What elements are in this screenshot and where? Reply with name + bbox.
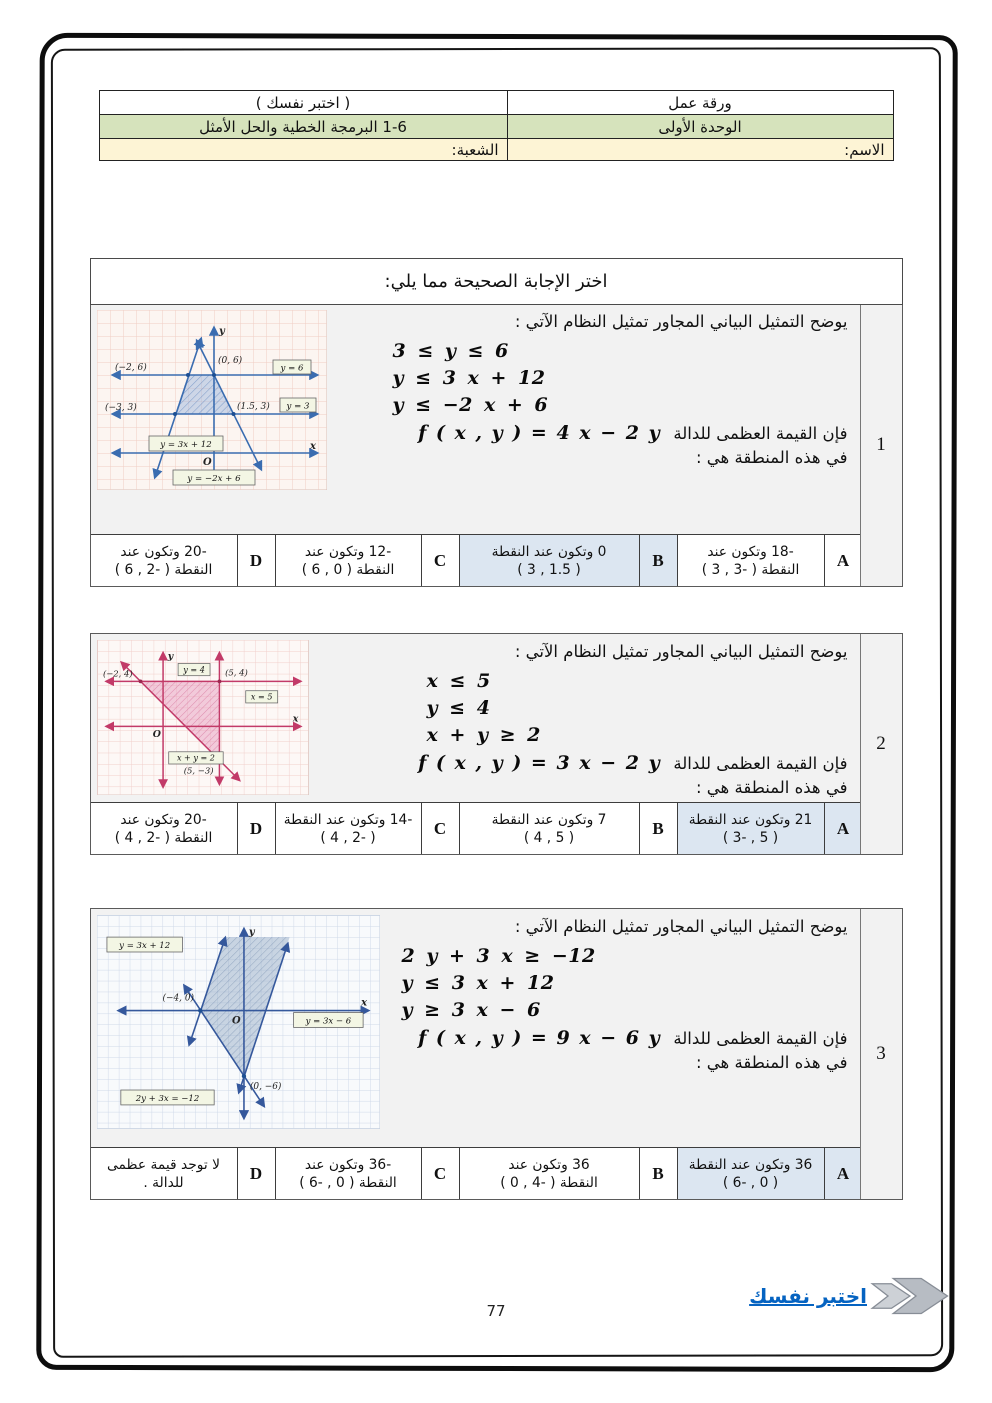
question-1-option-d: -20 وتكون عند النقطة ( -2 , 6 ) (91, 535, 237, 586)
svg-text:x + y = 2: x + y = 2 (176, 754, 215, 764)
svg-text:(−2, 6): (−2, 6) (114, 363, 147, 374)
question-3-option-b-letter: B (639, 1148, 677, 1199)
page-number: 77 (486, 1302, 506, 1321)
question-1-option-a-letter: A (824, 535, 862, 586)
svg-text:x: x (309, 441, 316, 453)
question-3-option-b: 36 وتكون عند النقطة ( -4 , 0 ) (459, 1148, 639, 1199)
svg-text:y = 3x + 12: y = 3x + 12 (118, 941, 170, 952)
svg-text:y = −2x + 6: y = −2x + 6 (186, 474, 241, 485)
svg-text:(−4, 0): (−4, 0) (162, 994, 194, 1005)
svg-text:(5, 4): (5, 4) (224, 668, 248, 679)
footer-arrow-icon (867, 1272, 951, 1320)
svg-text:(5, −3): (5, −3) (183, 765, 214, 776)
question-3-graph-wrap (97, 915, 380, 1133)
function-prefix: فإن القيمة العظمى للدالة (673, 424, 848, 444)
svg-text:(1.5, 3): (1.5, 3) (236, 402, 270, 413)
function-suffix: في هذه المنطقة هي : (696, 778, 848, 798)
function-suffix: في هذه المنطقة هي : (696, 1053, 848, 1073)
svg-text:y = 4: y = 4 (182, 665, 205, 675)
function-line (341, 422, 848, 444)
question-2 (90, 633, 903, 855)
svg-text:y: y (248, 927, 255, 939)
question-1-option-c: -12 وتكون عند النقطة ( 0 , 6 ) (275, 535, 421, 586)
test-yourself-link[interactable]: اختبر نفسك (749, 1284, 867, 1309)
question-3-option-a-letter: A (824, 1148, 862, 1199)
question-2-text (317, 634, 860, 797)
function-formula: f ( x , y ) = 3 x − 2 y (418, 752, 661, 775)
question-2-option-c: -14 وتكون عند النقطة ( -2 , 4 ) (275, 803, 421, 854)
question-intro: يوضح التمثيل البياني المجاور تمثيل النظام الآتي : (514, 312, 848, 332)
question-2-answers (91, 802, 860, 854)
svg-text:O: O (231, 1015, 241, 1027)
question-3 (90, 908, 903, 1200)
unit-cell: الوحدة الأولى (507, 115, 893, 139)
svg-text:y = 3x + 12: y = 3x + 12 (159, 440, 212, 451)
question-3-option-d-letter: D (237, 1148, 275, 1199)
svg-text:y = 3: y = 3 (286, 401, 309, 412)
function-prefix: فإن القيمة العظمى للدالة (673, 754, 848, 774)
test-yourself-link-group (743, 1272, 951, 1320)
question-3-option-d: لا توجد قيمة عظمى للدالة . (91, 1148, 237, 1199)
question-2-option-c-letter: C (421, 803, 459, 854)
footer (55, 1272, 937, 1364)
header-table (99, 90, 894, 161)
question-3-option-c: -36 وتكون عند النقطة ( 0 , -6 ) (275, 1148, 421, 1199)
question-2-number: 2 (860, 634, 902, 854)
svg-text:(−2, 4): (−2, 4) (102, 669, 133, 680)
question-3-number: 3 (860, 909, 902, 1199)
svg-text:(0, 6): (0, 6) (217, 356, 242, 367)
question-3-option-a: 36 وتكون عند النقطة ( 0 , -6 ) (677, 1148, 824, 1199)
question-1-option-d-letter: D (237, 535, 275, 586)
question-1 (90, 303, 903, 587)
system-of-inequalities: 3 ≤ y ≤ 6 y ≤ 3 x + 12 y ≤ −2 x + 6 (392, 340, 549, 417)
question-2-graph (97, 640, 309, 795)
function-line (394, 1027, 848, 1049)
svg-text:O: O (152, 729, 161, 741)
question-1-text (335, 304, 860, 467)
svg-text:x: x (360, 998, 367, 1010)
svg-text:x = 5: x = 5 (250, 693, 272, 703)
svg-text:y = 6: y = 6 (280, 363, 303, 374)
svg-text:y: y (218, 326, 225, 338)
worksheet-title-cell: ورقة عمل (507, 91, 893, 115)
question-2-content (91, 634, 860, 802)
question-2-option-d-letter: D (237, 803, 275, 854)
section-label-cell: الشعبة: (99, 139, 507, 161)
question-1-number: 1 (860, 304, 902, 586)
question-2-option-a: 21 وتكون عند النقطة ( 5 , -3 ) (677, 803, 824, 854)
function-formula: f ( x , y ) = 4 x − 2 y (418, 422, 661, 445)
question-2-option-b-letter: B (639, 803, 677, 854)
lesson-cell: 1-6 البرمجة الخطية والحل الأمثل (99, 115, 507, 139)
function-prefix: فإن القيمة العظمى للدالة (673, 1029, 848, 1049)
svg-text:O: O (202, 457, 212, 469)
question-3-main (91, 909, 860, 1199)
question-1-option-a: -18 وتكون عند النقطة ( -3 , 3 ) (677, 535, 824, 586)
test-yourself-cell: ( اختبر نفسك ) (99, 91, 507, 115)
system-of-inequalities: 2 y + 3 x ≥ −12 y ≤ 3 x + 12 y ≥ 3 x − 6 (401, 945, 596, 1022)
name-label-cell: الاسم: (507, 139, 893, 161)
question-3-content (91, 909, 860, 1147)
question-2-main (91, 634, 860, 854)
instruction-text: اختر الإجابة الصحيحة مما يلي: (384, 271, 608, 292)
question-2-option-d: -20 وتكون عند النقطة ( -2 , 4 ) (91, 803, 237, 854)
svg-text:2y + 3x = −12: 2y + 3x = −12 (135, 1094, 199, 1105)
system-of-inequalities: x ≤ 5 y ≤ 4 x + y ≥ 2 (426, 670, 541, 747)
question-intro: يوضح التمثيل البياني المجاور تمثيل النظام الآتي : (514, 917, 848, 937)
question-2-graph-wrap (97, 640, 309, 799)
question-1-option-b: 0 وتكون عند النقطة ( 1.5 , 3 ) (459, 535, 639, 586)
question-3-answers (91, 1147, 860, 1199)
question-1-option-c-letter: C (421, 535, 459, 586)
svg-text:y = 3x − 6: y = 3x − 6 (305, 1016, 351, 1027)
question-1-answers (91, 534, 860, 586)
question-intro: يوضح التمثيل البياني المجاور تمثيل النظام الآتي : (514, 642, 848, 662)
function-formula: f ( x , y ) = 9 x − 6 y (418, 1027, 661, 1050)
question-1-option-b-letter: B (639, 535, 677, 586)
question-3-graph (97, 915, 380, 1129)
instruction-box (90, 258, 903, 305)
svg-text:x: x (292, 714, 298, 726)
question-1-content (91, 304, 860, 534)
question-3-text (388, 909, 860, 1072)
question-1-graph-wrap (97, 310, 327, 494)
worksheet-page (55, 50, 937, 1363)
question-2-option-a-letter: A (824, 803, 862, 854)
question-1-graph (97, 310, 327, 490)
svg-text:(−3, 3): (−3, 3) (104, 403, 137, 414)
svg-text:(0, −6): (0, −6) (249, 1082, 281, 1093)
question-2-option-b: 7 وتكون عند النقطة ( 5 , 4 ) (459, 803, 639, 854)
svg-text:y: y (167, 651, 173, 663)
question-1-main (91, 304, 860, 586)
function-line (323, 752, 848, 774)
question-3-option-c-letter: C (421, 1148, 459, 1199)
function-suffix: في هذه المنطقة هي : (696, 448, 848, 468)
